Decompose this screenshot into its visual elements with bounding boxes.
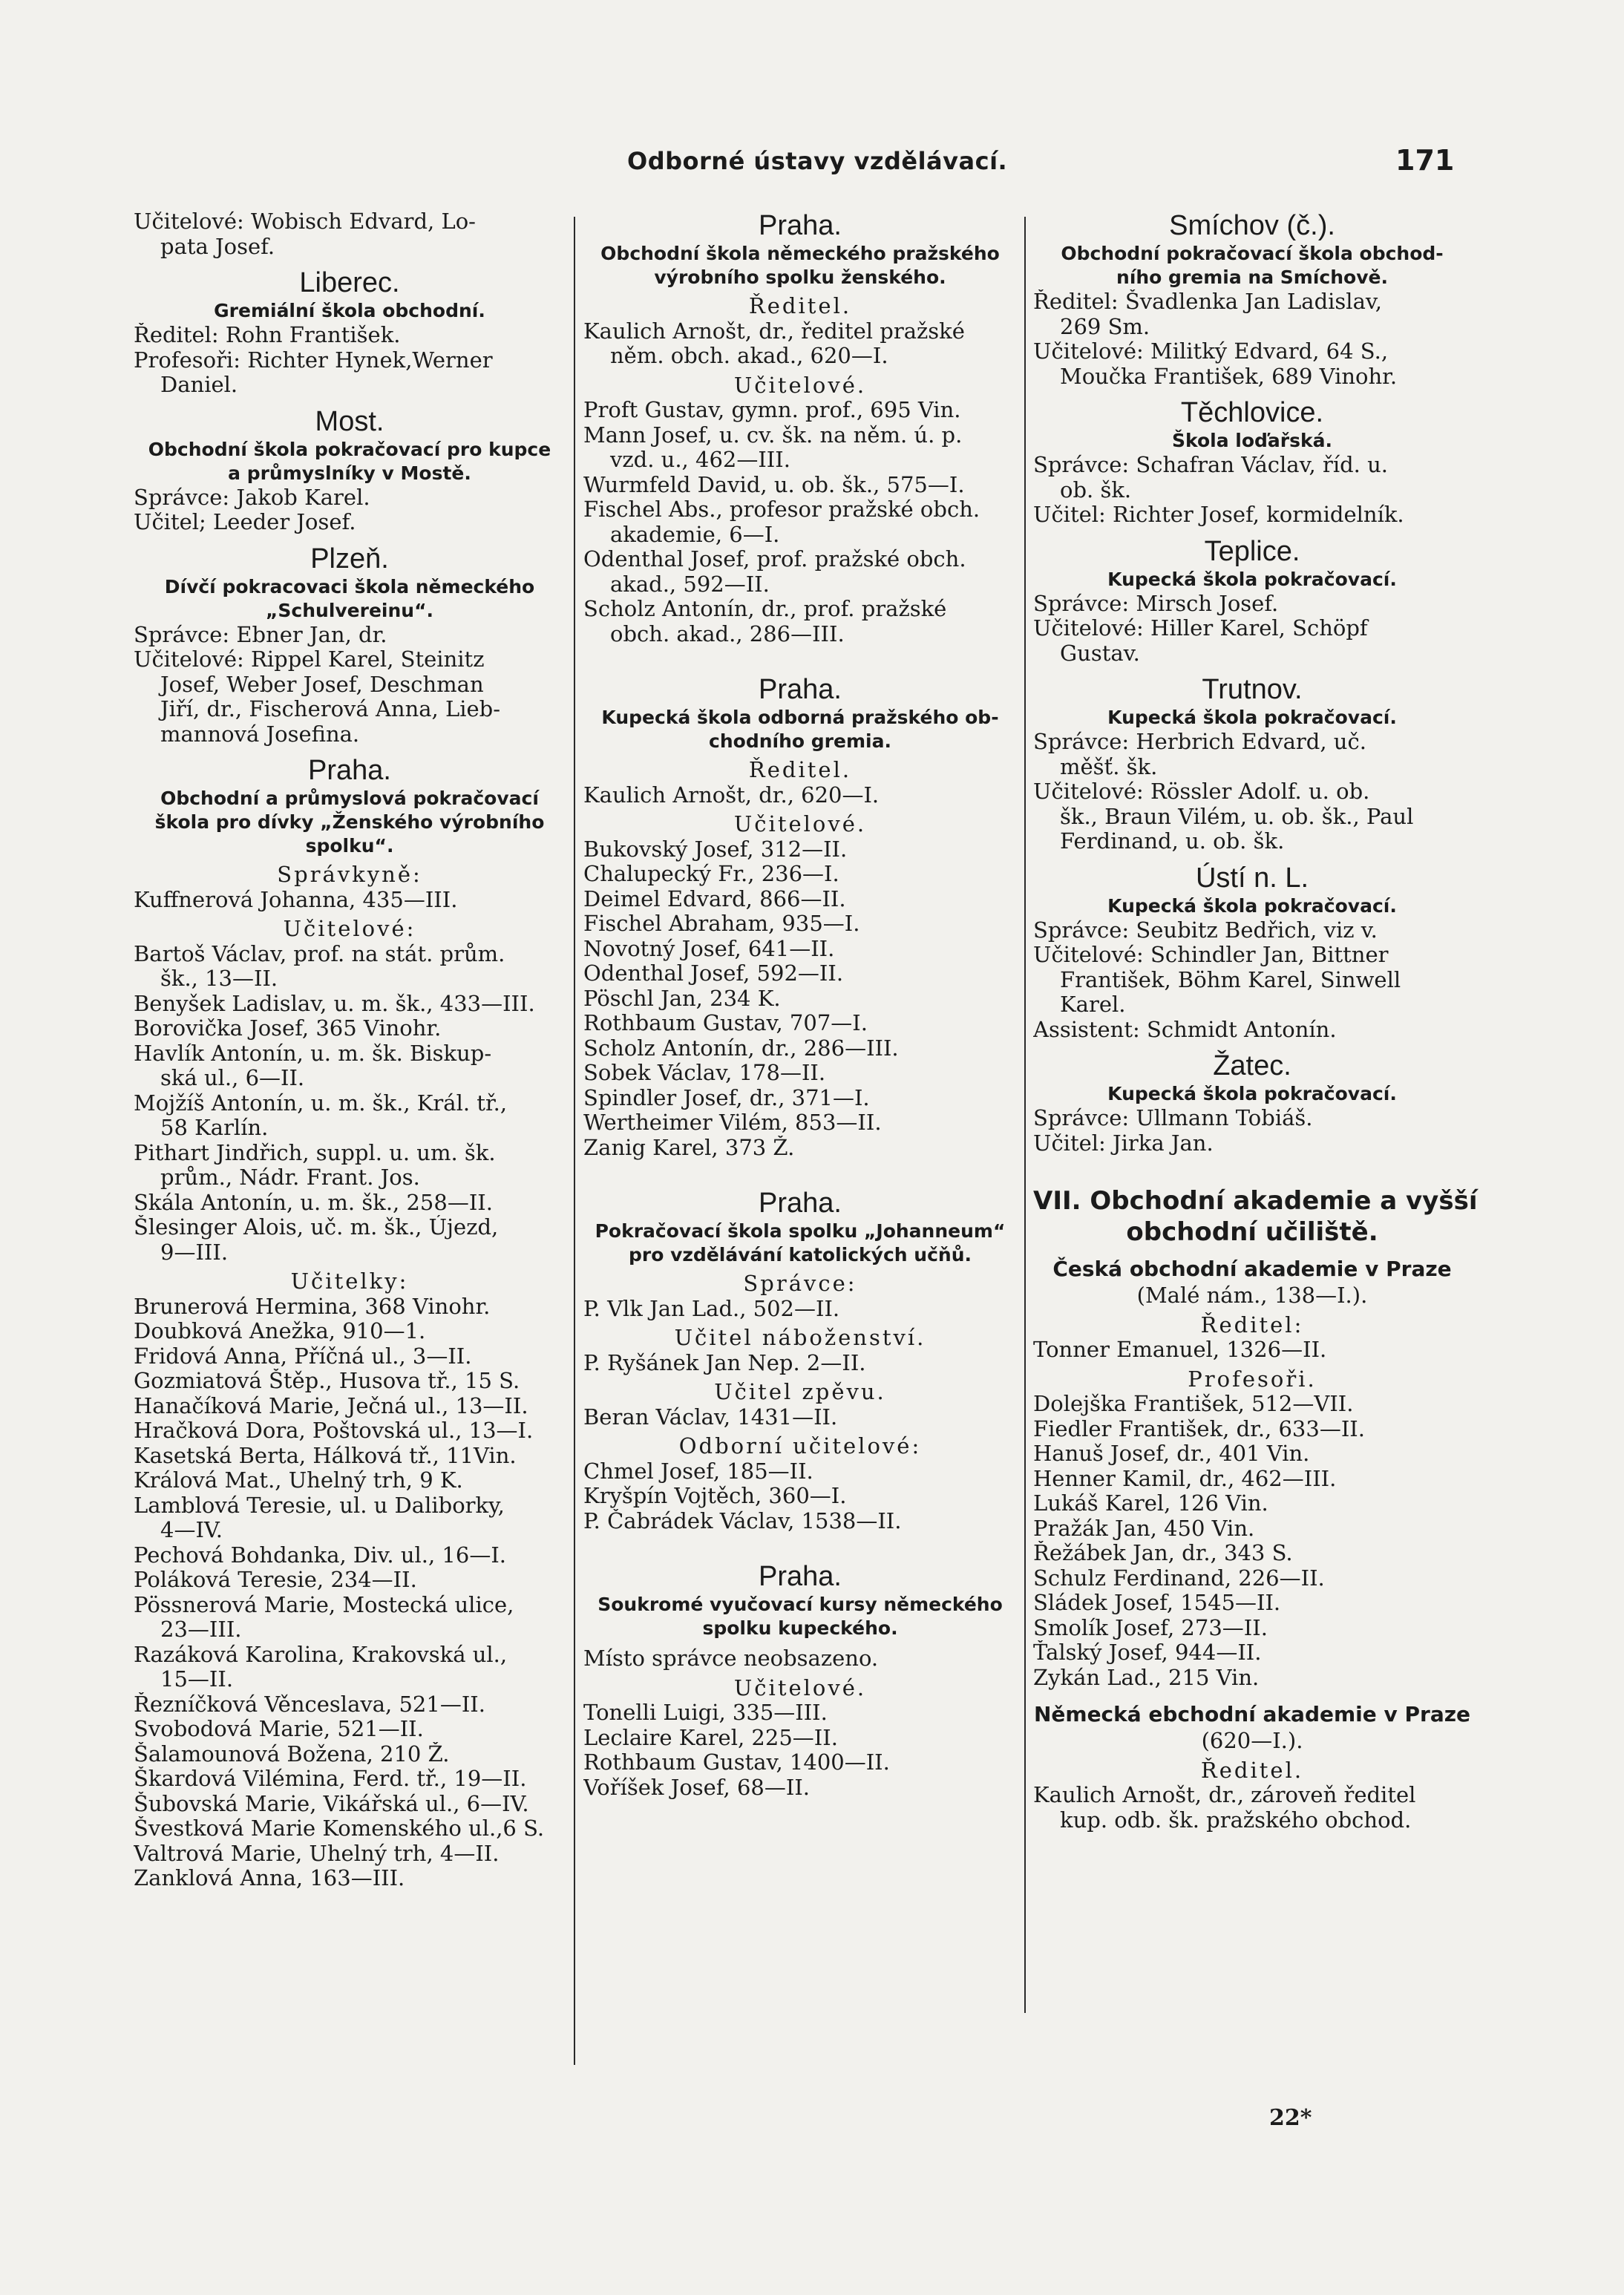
column-2 [583, 209, 1017, 1800]
text-line: Pöschl Jan, 234 K. [583, 986, 781, 1011]
text-line: Řezníčková Věnceslava, 521—II. [134, 1692, 485, 1717]
text-line: Učitelové: Militký Edvard, 64 S., [1033, 339, 1389, 364]
text-line: Fischel Abraham, 935—I. [583, 911, 860, 936]
address-line: (Malé nám., 138—I.). [1136, 1283, 1368, 1308]
text-line: Lukáš Karel, 126 Vin. [1033, 1491, 1268, 1516]
text-line: Kaulich Arnošt, dr., zároveň ředitel [1033, 1783, 1416, 1807]
text-line: Josef, Weber Josef, Deschman [160, 672, 484, 697]
place-heading: Žatec. [1213, 1050, 1291, 1081]
text-line: Učitelové: Wobisch Edvard, Lo- [134, 209, 476, 234]
institution-title: Obchodní pokračovací škola obchod- [1061, 243, 1444, 264]
text-line: Henner Kamil, dr., 462—III. [1033, 1466, 1337, 1491]
text-line: Schulz Ferdinand, 226—II. [1033, 1565, 1325, 1591]
text-line: Poláková Teresie, 234—II. [134, 1568, 417, 1592]
place-heading: Liberec. [299, 267, 400, 298]
role-heading: Učitelové. [733, 811, 867, 837]
role-heading: Učitelové: [283, 916, 416, 941]
text-line: Skála Antonín, u. m. šk., 258—II. [134, 1190, 493, 1215]
text-line: Gustav. [1060, 641, 1140, 666]
text-line: Ředitel: Švadlenka Jan Ladislav, [1033, 289, 1383, 314]
institution-title: spolku kupeckého. [702, 1617, 898, 1639]
institution-title: Kupecká škola pokračovací. [1107, 894, 1397, 917]
institution-title: škola pro dívky „Ženského výrobního [154, 811, 545, 833]
text-line: Borovička Josef, 365 Vinohr. [134, 1016, 442, 1041]
institution-title: a průmyslníky v Mostě. [228, 462, 471, 484]
institution-title: pro vzdělávání katolických učňů. [628, 1244, 972, 1266]
institution-title: chodního gremia. [709, 730, 891, 752]
text-line: 23—III. [160, 1617, 242, 1642]
text-line: Správce: Schafran Václav, říd. u. [1033, 453, 1389, 477]
text-line: Učitel; Leeder Josef. [134, 510, 356, 534]
text-line: Mann Josef, u. cv. šk. na něm. ú. p. [583, 422, 963, 448]
text-line: Wurmfeld David, u. ob. šk., 575—I. [583, 472, 965, 497]
text-line: Kaulich Arnošt, dr., ředitel pražské [583, 318, 965, 344]
text-line: Šalamounová Božena, 210 Ž. [134, 1741, 450, 1767]
text-line: P. Vlk Jan Lad., 502—II. [583, 1296, 840, 1321]
text-line: mannová Josefina. [160, 721, 360, 747]
place-heading: Trutnov. [1202, 674, 1303, 705]
text-line: Správce: Ebner Jan, dr. [134, 622, 387, 647]
text-line: Novotný Josef, 641—II. [583, 936, 835, 961]
signature-mark: 22* [1269, 2105, 1312, 2131]
text-line: Pechová Bohdanka, Div. ul., 16—I. [134, 1542, 507, 1568]
role-heading: Ředitel. [748, 757, 852, 782]
text-line: Místo správce neobsazeno. [583, 1646, 879, 1671]
text-line: Wertheimer Vilém, 853—II. [583, 1110, 882, 1135]
text-line: Odenthal Josef, 592—II. [583, 961, 844, 986]
column-1 [134, 209, 566, 1891]
place-heading: Praha. [759, 210, 842, 241]
role-heading: Učitelové. [733, 1674, 867, 1700]
text-line: Rothbaum Gustav, 1400—II. [583, 1750, 890, 1775]
text-line: P. Čabrádek Václav, 1538—II. [583, 1508, 902, 1533]
text-line: Správce: Ullmann Tobiáš. [1033, 1106, 1313, 1130]
role-heading: Ředitel. [748, 293, 852, 318]
text-line: Fridová Anna, Příčná ul., 3—II. [134, 1343, 472, 1369]
text-line: šk., 13—II. [160, 966, 278, 991]
text-line: akademie, 6—I. [610, 522, 780, 547]
place-heading: Praha. [759, 1561, 842, 1592]
text-line: Deimel Edvard, 866—II. [583, 886, 846, 911]
column-3 [1033, 209, 1478, 1833]
text-line: Chmel Josef, 185—II. [583, 1458, 813, 1484]
role-heading: Správkyně: [277, 862, 422, 887]
role-heading: Učitel náboženství. [674, 1325, 926, 1350]
text-line: šk., Braun Vilém, u. ob. šk., Paul [1060, 804, 1414, 829]
text-line: Švestková Marie Komenského ul.,6 S. [134, 1816, 545, 1841]
text-line: Svobodová Marie, 521—II. [134, 1717, 424, 1741]
text-line: Škardová Vilémina, Ferd. tř., 19—II. [134, 1767, 527, 1791]
text-line: kup. odb. šk. pražského obchod. [1060, 1807, 1412, 1833]
role-heading: Profesoři. [1188, 1366, 1317, 1392]
column-rule-right [1024, 217, 1026, 2013]
text-line: Profesoři: Richter Hynek,Werner [134, 347, 493, 373]
text-line: Kaulich Arnošt, dr., 620—I. [583, 782, 880, 808]
text-line: Šlesinger Alois, uč. m. šk., Újezd, [134, 1215, 499, 1240]
text-line: ská ul., 6—II. [160, 1066, 305, 1090]
text-line: P. Ryšánek Jan Nep. 2—II. [583, 1350, 866, 1375]
place-heading: Praha. [308, 755, 391, 786]
text-line: Ťalský Josef, 944—II. [1033, 1640, 1262, 1665]
text-line: Ferdinand, u. ob. šk. [1060, 829, 1285, 854]
role-heading: Správce: [743, 1271, 857, 1296]
role-heading: Učitelky: [290, 1268, 409, 1294]
text-line: něm. obch. akad., 620—I. [610, 344, 888, 368]
text-line: ob. šk. [1060, 477, 1132, 502]
place-heading: Těchlovice. [1180, 397, 1324, 428]
role-heading: Ředitel. [1200, 1757, 1304, 1783]
text-line: Beran Václav, 1431—II. [583, 1404, 838, 1430]
text-line: Hanačíková Marie, Ječná ul., 13—II. [134, 1393, 528, 1418]
text-line: Voříšek Josef, 68—II. [583, 1775, 811, 1800]
institution-title: Obchodní a průmyslová pokračovací [160, 788, 539, 809]
text-line: Hračková Dora, Poštovská ul., 13—I. [134, 1418, 534, 1443]
text-line: Učitelové: Schindler Jan, Bittner [1033, 943, 1389, 967]
text-line: 15—II. [160, 1667, 234, 1692]
text-line: Daniel. [160, 373, 238, 397]
role-heading: Učitel zpěvu. [714, 1379, 886, 1404]
text-line: Řežábek Jan, dr., 343 S. [1033, 1541, 1293, 1565]
text-line: Spindler Josef, dr., 371—I. [583, 1085, 870, 1110]
role-heading: Odborní učitelové: [678, 1433, 922, 1458]
institution-title: Gremiální škola obchodní. [214, 300, 485, 321]
institution-title: Dívčí pokracovaci škola německého [164, 575, 535, 598]
text-line: Brunerová Hermina, 368 Vinohr. [134, 1294, 491, 1319]
text-line: Pithart Jindřich, suppl. u. um. šk. [134, 1140, 496, 1165]
text-line: Scholz Antonín, dr., 286—III. [583, 1035, 899, 1061]
institution-title: ního gremia na Smíchově. [1116, 266, 1388, 288]
text-line: Zanklová Anna, 163—III. [134, 1866, 405, 1890]
column-rule-left [574, 217, 575, 2065]
institution-title: Kupecká škola pokračovací. [1107, 1083, 1397, 1104]
text-line: Scholz Antonín, dr., prof. pražské [583, 597, 947, 621]
place-heading: Praha. [759, 674, 842, 705]
text-line: Kryšpín Vojtěch, 360—I. [583, 1484, 847, 1508]
text-line: Valtrová Marie, Uhelný trh, 4—II. [134, 1841, 500, 1866]
text-line: Kuffnerová Johanna, 435—III. [134, 887, 458, 912]
text-line: Správce: Seubitz Bedřich, viz v. [1033, 917, 1378, 943]
place-heading: Ústí n. L. [1195, 862, 1309, 894]
text-line: Gozmiatová Štěp., Husova tř., 15 S. [134, 1369, 520, 1393]
text-line: Králová Mat., Uhelný trh, 9 K. [134, 1468, 463, 1493]
text-line: prům., Nádr. Frant. Jos. [160, 1165, 420, 1190]
text-line: Učitelové: Hiller Karel, Schöpf [1033, 616, 1368, 641]
place-heading: Most. [315, 405, 384, 437]
text-line: Zanig Karel, 373 Ž. [583, 1135, 795, 1160]
text-line: měšť. šk. [1060, 754, 1158, 779]
text-line: 4—IV. [160, 1518, 223, 1542]
text-line: pata Josef. [160, 234, 275, 259]
role-heading: Ředitel: [1200, 1312, 1304, 1338]
text-line: Učitel: Richter Josef, kormidelník. [1033, 502, 1404, 527]
text-line: Assistent: Schmidt Antonín. [1033, 1017, 1337, 1042]
text-line: Tonner Emanuel, 1326—II. [1033, 1338, 1327, 1362]
text-line: František, Böhm Karel, Sinwell [1060, 967, 1401, 992]
institution-title: Kupecká škola pokračovací. [1107, 568, 1397, 590]
section-heading: obchodní učiliště. [1126, 1217, 1378, 1247]
text-line: Doubková Anežka, 910—1. [134, 1319, 426, 1343]
institution-title: Škola loďařská. [1172, 430, 1332, 451]
text-line: Smolík Josef, 273—II. [1033, 1615, 1268, 1640]
section-heading: VII. Obchodní akademie a vyšší [1033, 1186, 1478, 1216]
text-line: Správce: Herbrich Edvard, uč. [1033, 730, 1366, 754]
institution-title: Obchodní škola německého pražského [600, 243, 1000, 264]
institution-title: Pokračovací škola spolku „Johanneum“ [595, 1220, 1006, 1242]
institution-title: Česká obchodní akademie v Praze [1052, 1257, 1452, 1281]
text-line: Kasetská Berta, Hálková tř., 11Vin. [134, 1443, 517, 1468]
text-line: Dolejška František, 512—VII. [1033, 1392, 1354, 1416]
role-heading: Učitelové. [733, 372, 867, 398]
place-heading: Plzeň. [310, 543, 389, 574]
text-line: Sobek Václav, 178—II. [583, 1061, 826, 1085]
text-line: vzd. u., 462—III. [610, 448, 790, 472]
text-line: Učitelové: Rippel Karel, Steinitz [134, 647, 485, 672]
institution-title: Kupecká škola odborná pražského ob- [601, 707, 999, 728]
place-heading: Teplice. [1204, 535, 1300, 567]
institution-title: výrobního spolku ženského. [654, 266, 946, 288]
text-line: Havlík Antonín, u. m. šk. Biskup- [134, 1041, 492, 1066]
text-line: Chalupecký Fr., 236—I. [583, 862, 839, 886]
text-line: Správce: Jakob Karel. [134, 485, 370, 510]
text-line: Jiří, dr., Fischerová Anna, Lieb- [160, 697, 501, 721]
page-number: 171 [1395, 144, 1455, 177]
text-line: Zykán Lad., 215 Vin. [1033, 1665, 1260, 1690]
text-line: Učitel: Jirka Jan. [1033, 1130, 1214, 1156]
text-line: akad., 592—II. [610, 572, 770, 597]
institution-title: Německá ebchodní akademie v Praze [1033, 1702, 1471, 1726]
text-line: Tonelli Luigi, 335—III. [583, 1700, 828, 1725]
text-line: Ředitel: Rohn František. [134, 323, 401, 347]
place-heading: Praha. [759, 1188, 842, 1219]
institution-title: spolku“. [305, 835, 394, 857]
text-line: Fiedler František, dr., 633—II. [1033, 1416, 1365, 1441]
text-line: Lamblová Teresie, ul. u Daliborky, [134, 1493, 505, 1518]
text-line: Fischel Abs., profesor pražské obch. [583, 497, 980, 522]
text-line: Bukovský Josef, 312—II. [583, 837, 848, 862]
text-line: Benyšek Ladislav, u. m. šk., 433—III. [134, 991, 535, 1016]
text-line: Bartoš Václav, prof. na stát. prům. [134, 941, 505, 966]
text-line: Šubovská Marie, Vikářská ul., 6—IV. [134, 1791, 529, 1816]
institution-title: Soukromé vyučovací kursy německého [597, 1594, 1003, 1615]
address-line: (620—I.). [1201, 1728, 1303, 1753]
text-line: Razáková Karolina, Krakovská ul., [134, 1642, 508, 1667]
text-line: Hanuš Josef, dr., 401 Vin. [1033, 1441, 1310, 1466]
text-line: 58 Karlín. [160, 1116, 269, 1140]
running-header: Odborné ústavy vzdělávací. [627, 147, 1008, 175]
text-line: Učitelové: Rössler Adolf. u. ob. [1033, 779, 1370, 804]
text-line: Moučka František, 689 Vinohr. [1060, 364, 1398, 389]
institution-title: „Schulvereinu“. [265, 599, 434, 621]
text-line: Sládek Josef, 1545—II. [1033, 1591, 1281, 1615]
institution-title: Kupecká škola pokračovací. [1107, 707, 1397, 728]
text-line: Leclaire Karel, 225—II. [583, 1725, 838, 1750]
text-line: Mojžíš Antonín, u. m. šk., Král. tř., [134, 1090, 508, 1116]
text-line: 269 Sm. [1060, 314, 1150, 339]
text-line: Rothbaum Gustav, 707—I. [583, 1011, 868, 1035]
text-line: Pössnerová Marie, Mostecká ulice, [134, 1592, 514, 1617]
text-line: Správce: Mirsch Josef. [1033, 591, 1279, 616]
text-line: 9—III. [160, 1240, 229, 1265]
text-line: Pražák Jan, 450 Vin. [1033, 1516, 1255, 1541]
text-line: Odenthal Josef, prof. pražské obch. [583, 547, 966, 572]
institution-title: Obchodní škola pokračovací pro kupce [148, 438, 551, 460]
text-line: Proft Gustav, gymn. prof., 695 Vin. [583, 398, 961, 422]
text-line: Karel. [1060, 992, 1126, 1017]
text-line: obch. akad., 286—III. [610, 621, 845, 646]
place-heading: Smíchov (č.). [1169, 210, 1335, 241]
